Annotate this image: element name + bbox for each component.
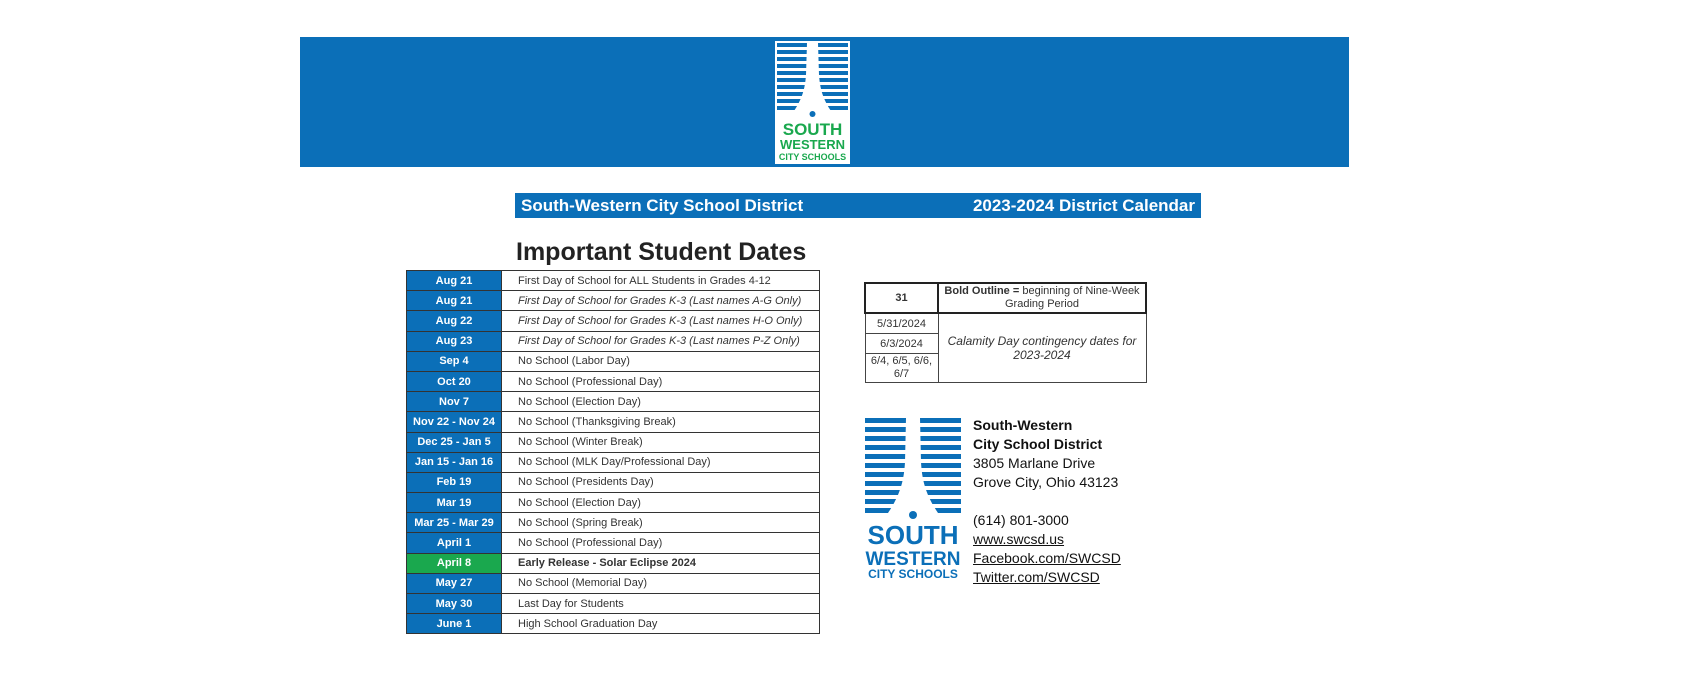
description-cell: First Day of School for Grades K-3 (Last names A-G Only) xyxy=(502,291,820,311)
calamity-date: 6/3/2024 xyxy=(865,334,938,354)
date-cell: Jan 15 - Jan 16 xyxy=(407,452,502,472)
date-cell: Feb 19 xyxy=(407,472,502,492)
table-row xyxy=(407,472,820,492)
date-cell: Aug 21 xyxy=(407,291,502,311)
date-cell: Dec 25 - Jan 5 xyxy=(407,432,502,452)
description-cell: No School (Professional Day) xyxy=(502,533,820,553)
date-cell: May 30 xyxy=(407,594,502,614)
district-logo xyxy=(864,417,962,581)
table-row xyxy=(407,533,820,553)
facebook-link[interactable]: Facebook.com/SWCSD xyxy=(973,550,1121,566)
page-title: Important Student Dates xyxy=(516,238,807,266)
description-cell: Last Day for Students xyxy=(502,594,820,614)
table-row xyxy=(407,392,820,412)
table-row xyxy=(407,331,820,351)
table-row xyxy=(407,291,820,311)
table-row xyxy=(407,311,820,331)
table-row xyxy=(407,553,820,573)
description-cell: First Day of School for Grades K-3 (Last names H-O Only) xyxy=(502,311,820,331)
contact-phone: (614) 801-3000 xyxy=(973,512,1069,528)
date-cell: Nov 22 - Nov 24 xyxy=(407,412,502,432)
logo-text-city-schools: CITY SCHOOLS xyxy=(868,567,958,581)
table-row xyxy=(407,412,820,432)
contact-name-line2: City School District xyxy=(973,436,1103,452)
contact-spacer xyxy=(973,492,1121,511)
legend-sample-day: 31 xyxy=(865,283,938,313)
date-cell: Aug 23 xyxy=(407,331,502,351)
description-cell: No School (Memorial Day) xyxy=(502,573,820,593)
table-row xyxy=(407,614,820,634)
legend-table xyxy=(864,282,1147,383)
district-title-bar xyxy=(515,193,1201,218)
date-cell: May 27 xyxy=(407,573,502,593)
calamity-date: 5/31/2024 xyxy=(865,313,938,334)
table-row xyxy=(407,452,820,472)
twitter-link[interactable]: Twitter.com/SWCSD xyxy=(973,569,1100,585)
contact-block xyxy=(973,416,1121,587)
description-cell: No School (Thanksgiving Break) xyxy=(502,412,820,432)
important-dates-table xyxy=(406,270,820,634)
contact-name-line1: South-Western xyxy=(973,417,1073,433)
table-row xyxy=(407,371,820,391)
table-row xyxy=(407,513,820,533)
table-row xyxy=(407,594,820,614)
description-cell: No School (MLK Day/Professional Day) xyxy=(502,452,820,472)
date-cell: Sep 4 xyxy=(407,351,502,371)
description-cell: Early Release - Solar Eclipse 2024 xyxy=(502,553,820,573)
date-cell: Mar 19 xyxy=(407,493,502,513)
description-cell: First Day of School for ALL Students in Grades 4-12 xyxy=(502,271,820,291)
calendar-title: 2023-2024 District Calendar xyxy=(972,196,1195,215)
logo-text-south: SOUTH xyxy=(782,120,843,139)
district-name: South-Western City School District xyxy=(521,196,804,215)
description-cell: No School (Presidents Day) xyxy=(502,472,820,492)
website-link[interactable]: www.swcsd.us xyxy=(973,531,1065,547)
legend-outline-description xyxy=(938,283,1146,313)
description-cell: No School (Winter Break) xyxy=(502,432,820,452)
legend-outline-label: Bold Outline = xyxy=(944,285,1020,297)
table-row xyxy=(407,573,820,593)
date-cell: Aug 21 xyxy=(407,271,502,291)
calamity-description: Calamity Day contingency dates for 2023-2024 xyxy=(938,313,1146,383)
table-row xyxy=(407,271,820,291)
description-cell: No School (Election Day) xyxy=(502,392,820,412)
description-cell: No School (Election Day) xyxy=(502,493,820,513)
table-row xyxy=(407,351,820,371)
description-cell: High School Graduation Day xyxy=(502,614,820,634)
date-cell: Oct 20 xyxy=(407,371,502,391)
logo-text-western: WESTERN xyxy=(780,137,845,152)
date-cell: Aug 22 xyxy=(407,311,502,331)
description-cell: No School (Spring Break) xyxy=(502,513,820,533)
description-cell: First Day of School for Grades K-3 (Last names P-Z Only) xyxy=(502,331,820,351)
description-cell: No School (Professional Day) xyxy=(502,371,820,391)
logo-text-south: SOUTH xyxy=(867,520,959,550)
legend-outline-text: beginning of Nine-Week Grading Period xyxy=(1005,285,1140,310)
contact-address-line2: Grove City, Ohio 43123 xyxy=(973,474,1119,490)
description-cell: No School (Labor Day) xyxy=(502,351,820,371)
logo-text-city-schools: CITY SCHOOLS xyxy=(778,152,847,162)
date-cell: Nov 7 xyxy=(407,392,502,412)
date-cell: June 1 xyxy=(407,614,502,634)
table-row xyxy=(407,432,820,452)
table-row xyxy=(407,493,820,513)
calamity-date: 6/4, 6/5, 6/6, 6/7 xyxy=(865,354,938,383)
date-cell: April 1 xyxy=(407,533,502,553)
logo-text-western: WESTERN xyxy=(865,549,961,570)
date-cell: Mar 25 - Mar 29 xyxy=(407,513,502,533)
banner-logo xyxy=(775,41,850,164)
contact-address-line1: 3805 Marlane Drive xyxy=(973,455,1096,471)
date-cell: April 8 xyxy=(407,553,502,573)
